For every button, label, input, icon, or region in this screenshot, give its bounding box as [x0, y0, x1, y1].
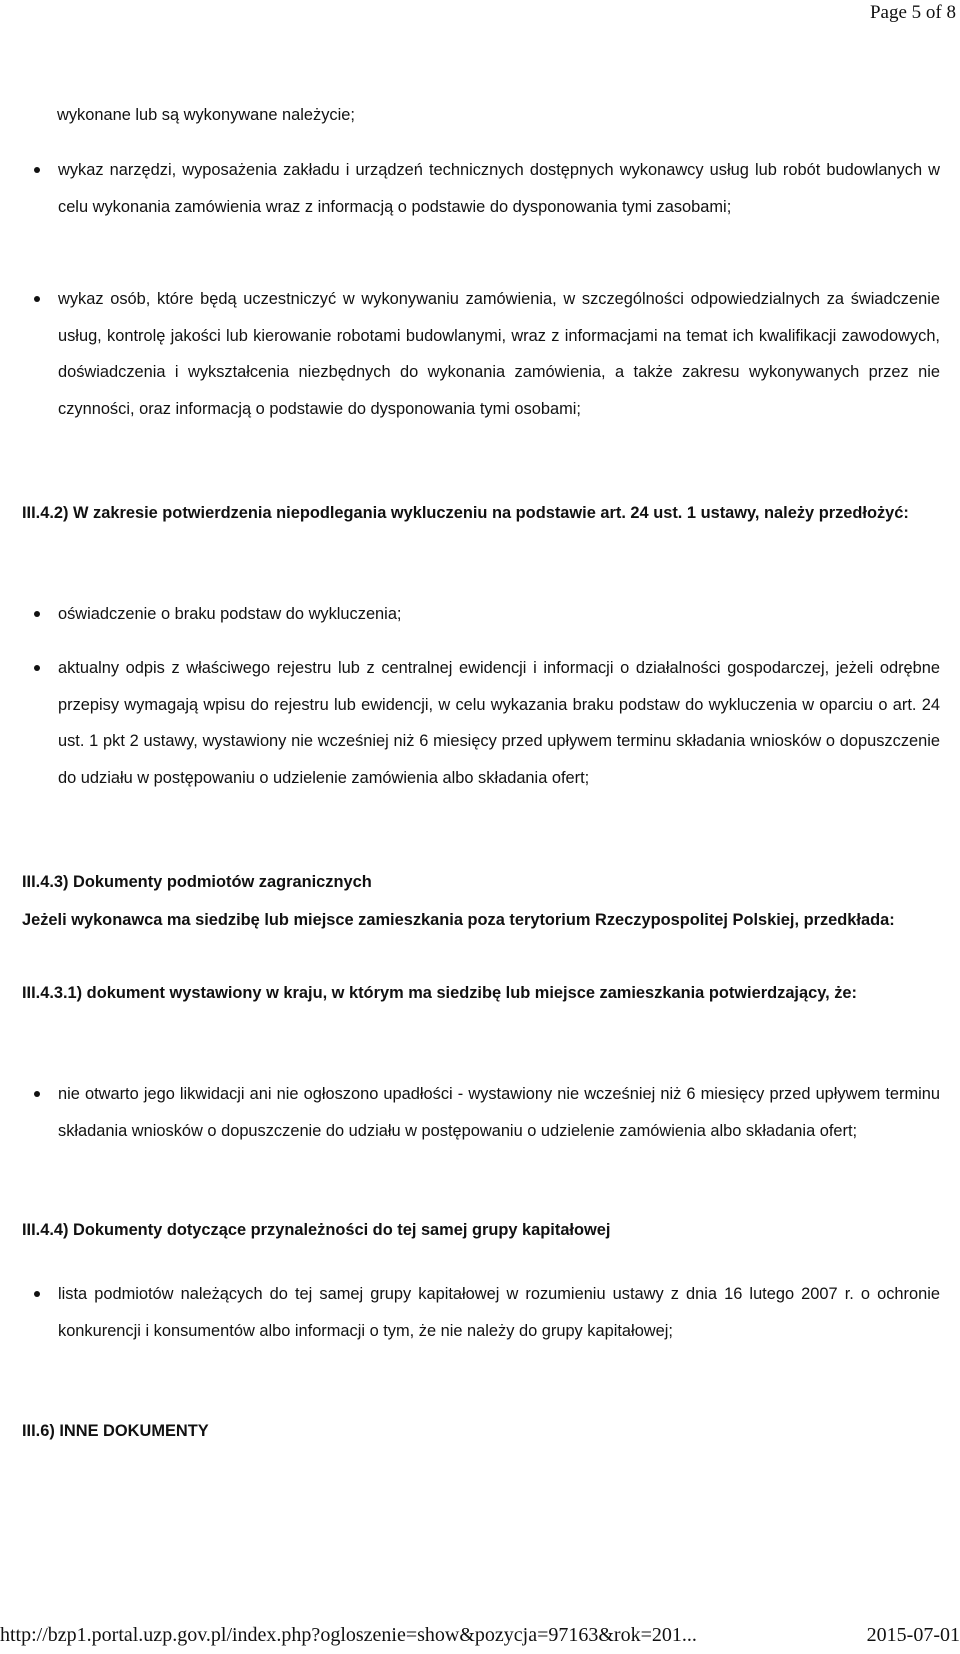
- list-item-text: wykaz narzędzi, wyposażenia zakładu i urządzeń technicznych dostępnych wykonawcy usług lub robót budowlanych w celu wykonania zamówienia wraz z informacją o podstawie do dysponowania tymi zasobami;: [58, 161, 940, 216]
- bullet-list-3: [22, 596, 940, 633]
- list-item: [22, 650, 940, 796]
- list-item: [22, 152, 940, 225]
- list-item-text: wykaz osób, które będą uczestniczyć w wykonywaniu zamówienia, w szczególności odpowiedzialnych za świadczenie usług, kontrolę jakości lub kierowanie robotami budowlanymi, wraz z informacjami na temat ich kwalifikacji zawodowych, doświadczenia i wykształcenia niezbędnych do wykonania zamówienia, a także zakresu wykonywanych przez nie czynności, oraz informacją o podstawie do dysponowania tymi osobami;: [58, 290, 940, 418]
- list-item-text: lista podmiotów należących do tej samej grupy kapitałowej w rozumieniu ustawy z dnia 16 lutego 2007 r. o ochronie konkurencji i konsumentów albo informacji o tym, że nie należy do grupy kapitałowej;: [58, 1285, 940, 1340]
- bullet-icon: [34, 296, 40, 302]
- list-item-text: aktualny odpis z właściwego rejestru lub z centralnej ewidencji i informacji o działalności gospodarczej, jeżeli odrębne przepisy wymagają wpisu do rejestru lub ewidencji, w celu wykazania braku podstaw do wykluczenia w oparciu o art. 24 ust. 1 pkt 2 ustawy, wystawiony nie wcześniej niż 6 miesięcy przed upływem terminu składania wniosków o dopuszczenie do udziału w postępowaniu o udzielenie zamówienia albo składania ofert;: [58, 659, 940, 787]
- footer-url-link[interactable]: http://bzp1.portal.uzp.gov.pl/index.php?ogloszenie=show&pozycja=97163&rok=201...: [0, 1624, 697, 1646]
- list-item: [22, 1076, 940, 1149]
- bullet-list-6: [22, 1276, 940, 1349]
- list-item: [22, 1276, 940, 1349]
- bullet-list-4: [22, 650, 940, 796]
- bullet-list-1: [22, 152, 940, 225]
- bullet-icon: [34, 611, 40, 617]
- bullet-icon: [34, 1291, 40, 1297]
- section-heading-iii-4-3-1: III.4.3.1) dokument wystawiony w kraju, w którym ma siedzibę lub miejsce zamieszkania potwierdzający, że:: [22, 984, 857, 1002]
- footer-date: 2015-07-01: [866, 1624, 960, 1646]
- section-heading-iii-4-3: III.4.3) Dokumenty podmiotów zagranicznych: [22, 873, 372, 891]
- bullet-icon: [34, 167, 40, 173]
- page-number: Page 5 of 8: [869, 2, 956, 23]
- section-heading-iii-4-4: III.4.4) Dokumenty dotyczące przynależności do tej samej grupy kapitałowej: [22, 1221, 611, 1239]
- bullet-list-2: [22, 281, 940, 427]
- bullet-list-5: [22, 1076, 940, 1149]
- bullet-icon: [34, 665, 40, 671]
- section-heading-iii-4-2: III.4.2) W zakresie potwierdzenia niepodlegania wykluczeniu na podstawie art. 24 ust. 1 ustawy, należy przedłożyć:: [22, 504, 909, 522]
- section-heading-iii-6: III.6) INNE DOKUMENTY: [22, 1422, 209, 1440]
- paragraph-continuation: wykonane lub są wykonywane należycie;: [57, 106, 355, 124]
- list-item: [22, 281, 940, 427]
- list-item-text: nie otwarto jego likwidacji ani nie ogłoszono upadłości - wystawiony nie wcześniej niż 6 miesięcy przed upływem terminu składania wniosków o dopuszczenie do udziału w postępowaniu o udzielenie zamówienia albo składania ofert;: [58, 1085, 940, 1140]
- foreign-entities-heading: Jeżeli wykonawca ma siedzibę lub miejsce zamieszkania poza terytorium Rzeczypospolitej Polskiej, przedkłada:: [22, 911, 895, 929]
- bullet-icon: [34, 1091, 40, 1097]
- list-item-text: oświadczenie o braku podstaw do wykluczenia;: [58, 605, 402, 623]
- list-item: [22, 596, 940, 633]
- page-footer: [0, 1624, 960, 1654]
